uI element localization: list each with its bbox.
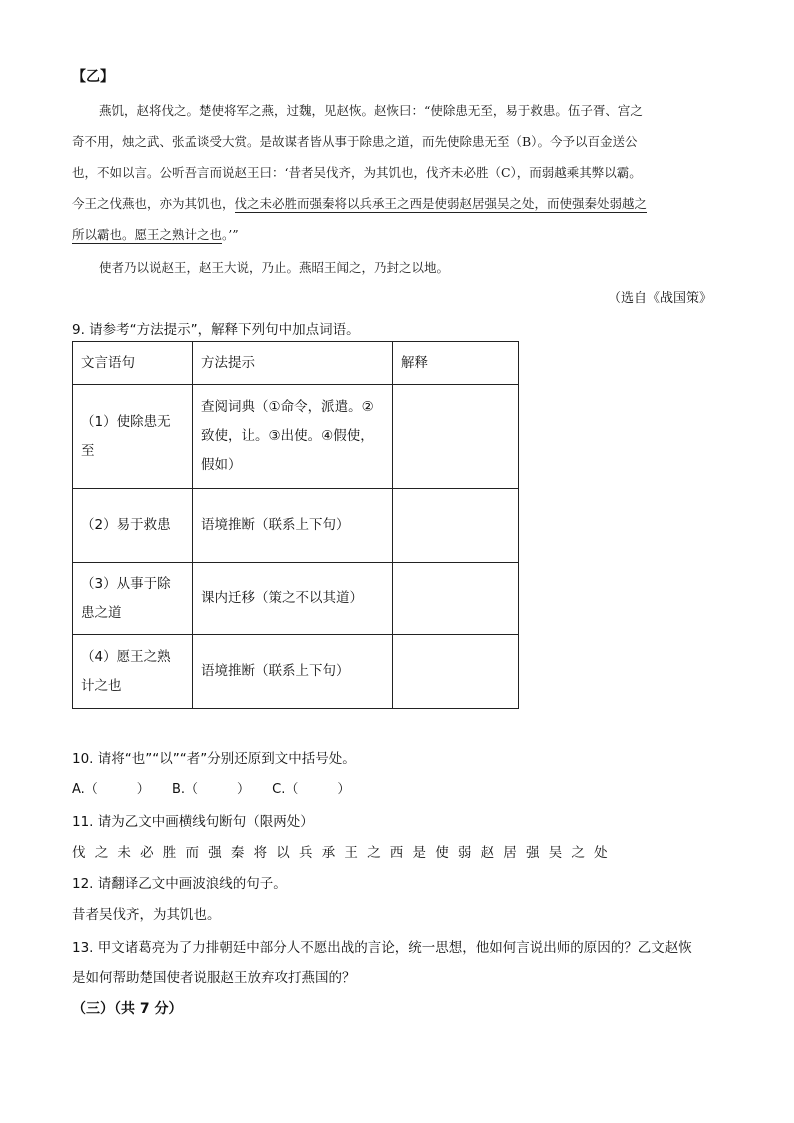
option-a[interactable]: A.（ ） — [72, 782, 150, 797]
sentence-text: （1）使除患无 — [81, 413, 171, 430]
hint-text: 查阅词典（①命令，派遣。② — [201, 399, 374, 415]
table-header: 解释 — [393, 342, 519, 385]
table-row — [73, 385, 519, 489]
sentence-text: 患之道 — [81, 604, 122, 621]
passage-text: 今王之伐燕也，亦为其饥也， — [72, 196, 235, 211]
sentence-text: （2）易于救患 — [81, 517, 171, 533]
hint-cell — [193, 385, 393, 489]
hint-text: 语境推断（联系上下句） — [201, 663, 350, 679]
sentence-text: 计之也 — [81, 677, 122, 694]
sentence-cell — [73, 385, 193, 489]
option-b[interactable]: B.（ ） — [171, 782, 251, 797]
hint-cell — [193, 635, 393, 709]
hint-text: 课内迁移（策之不以其道） — [201, 590, 363, 606]
section-heading: （三）（共 7 分） — [72, 1001, 183, 1017]
source-citation: （选自《战国策》 — [608, 291, 713, 306]
table-header-row — [73, 342, 519, 385]
table-row — [73, 489, 519, 563]
question-10-options — [72, 778, 350, 797]
hint-text: 假如） — [201, 457, 242, 473]
answer-cell[interactable] — [393, 385, 519, 489]
table-header: 文言语句 — [73, 342, 193, 385]
sentence-cell — [73, 489, 193, 563]
answer-cell[interactable] — [393, 563, 519, 635]
question-9-prompt: 9. 请参考“方法提示”，解释下列句中加点词语。 — [72, 322, 360, 338]
hint-cell — [193, 563, 393, 635]
answer-cell[interactable] — [393, 489, 519, 563]
table-header: 方法提示 — [193, 342, 393, 385]
passage-line: 燕饥，赵将伐之。楚使将军之燕，过魏，见赵恢。赵恢曰：“使除患无至，易于救患。伍子胥、宫之 — [99, 103, 643, 118]
sentence-text: （4）愿王之熟 — [81, 648, 171, 665]
passage-line: 奇不用，烛之武、张孟谈受大赏。是故谋者皆从事于除患之道，而先使除患无至（B）。今予以百金送公 — [72, 134, 638, 149]
table-row — [73, 635, 519, 709]
sentence-cell — [73, 635, 193, 709]
sentence-text: 至 — [81, 442, 95, 459]
question-10-prompt: 10. 请将“也”“以”“者”分别还原到文中括号处。 — [72, 751, 356, 767]
underlined-sentence: 伐之未必胜而强秦将以兵承王之西是使弱赵居强吴之处，而使强秦处弱越之 — [234, 196, 648, 211]
passage-line: 使者乃以说赵王，赵王大说，乃止。燕昭王闻之，乃封之以地。 — [99, 260, 450, 275]
passage-line: 也，不如以言。公听吾言而说赵王曰：‘昔者吴伐齐，为其饥也，伐齐未必胜（C），而弱越乘其弊以霸。 — [72, 165, 642, 180]
question-12-prompt: 12. 请翻译乙文中画波浪线的句子。 — [72, 876, 287, 892]
section-label: 【乙】 — [72, 69, 114, 85]
passage-line — [72, 225, 239, 243]
hint-text: 语境推断（联系上下句） — [201, 517, 350, 533]
hint-cell — [193, 489, 393, 563]
question-13-line: 是如何帮助楚国使者说服赵王放弃攻打燕国的？ — [72, 970, 356, 986]
table-row — [73, 563, 519, 635]
sentence-cell — [73, 563, 193, 635]
question-11-prompt: 11. 请为乙文中画横线句断句（限两处） — [72, 814, 314, 830]
question-9-table — [72, 341, 519, 709]
question-13-line: 13. 甲文诸葛亮为了力排朝廷中部分人不愿出战的言论，统一思想，他如何言说出师的原因的？乙文赵恢 — [72, 940, 692, 956]
question-12-sentence: 昔者吴伐齐，为其饥也。 — [72, 907, 221, 923]
sentence-text: （3）从事于除 — [81, 575, 171, 592]
answer-cell[interactable] — [393, 635, 519, 709]
underlined-sentence: 所以霸也。愿王之熟计之也 — [72, 227, 223, 242]
option-c[interactable]: C.（ ） — [272, 782, 351, 797]
passage-line — [72, 194, 647, 212]
passage-text: 。’” — [222, 227, 239, 242]
question-11-sentence: 伐之未必胜而强秦将以兵承王之西是使弱赵居强吴之处 — [72, 845, 617, 861]
hint-text: 致使，让。③出使。④假使， — [201, 428, 374, 444]
